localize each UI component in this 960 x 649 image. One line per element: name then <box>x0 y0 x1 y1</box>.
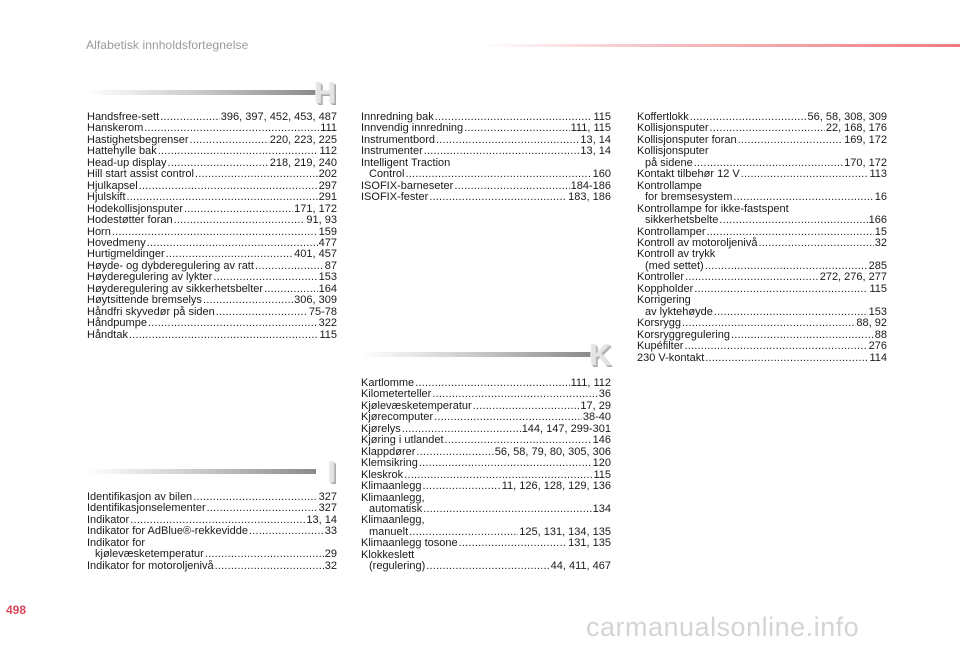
index-entry <box>637 249 887 272</box>
index-entry <box>87 561 337 572</box>
dot-leader <box>193 492 317 503</box>
index-entry-pages: 88, 92 <box>856 317 887 330</box>
index-entry-pages: 202 <box>318 168 337 181</box>
index-entry <box>87 192 337 203</box>
dot-leader <box>454 181 569 192</box>
index-entry <box>637 169 887 180</box>
dot-leader <box>416 447 493 458</box>
index-list-i-continued <box>361 112 611 204</box>
index-entry-term: Kontrollampe for ikke-fastspent <box>637 202 789 215</box>
index-entry-pages: 36 <box>598 388 611 401</box>
section-letter-h: H <box>314 77 336 110</box>
index-entry <box>87 169 337 180</box>
index-entry-term: Klimaanlegg <box>361 480 422 493</box>
index-entry-pages: 114 <box>869 351 887 364</box>
index-entry-pages: 131, 135 <box>568 537 611 550</box>
watermark-text: carmanualsonline.info <box>586 612 860 642</box>
index-entry-pages: 291 <box>318 191 337 204</box>
index-entry-pages: 115 <box>593 111 611 123</box>
index-entry-term: Korsryggregulering <box>637 328 730 341</box>
index-entry-subterm: manuelt <box>369 525 409 538</box>
index-entry-term: Intelligent Traction <box>361 156 451 169</box>
index-entry-pages: 134 <box>592 502 611 515</box>
index-entry-pages: 306, 309 <box>294 294 337 307</box>
dot-leader <box>203 295 293 306</box>
index-entry-term: Kjølevæsketemperatur <box>361 399 472 412</box>
index-list-k-continued <box>637 112 887 364</box>
index-entry-term: Klemsikring <box>361 457 418 470</box>
index-entry-term: Horn <box>87 225 111 238</box>
index-entry-term: Kartlomme <box>361 377 415 389</box>
index-entry <box>87 318 337 329</box>
index-entry-term: Kontrollampe <box>637 179 702 192</box>
index-entry-subterm: på sidene <box>645 156 693 169</box>
index-entry-pages: 115 <box>319 328 337 341</box>
section-header-k <box>361 339 611 377</box>
index-entry-pages: 56, 58, 308, 309 <box>807 111 887 123</box>
dot-leader <box>423 481 501 492</box>
index-entry-pages: 88 <box>874 328 887 341</box>
index-entry-pages: 169, 172 <box>844 133 887 146</box>
index-entry-term: Klimaanlegg, <box>361 491 425 504</box>
index-entry-term: Høyde- og dybderegulering av ratt <box>87 259 254 272</box>
index-entry-term: Høyderegulering av sikkerhetsbelter <box>87 282 264 295</box>
index-entry-term: Klimaanlegg, <box>361 514 425 527</box>
index-entry-term: Kjøring i utlandet <box>361 434 444 447</box>
index-entry <box>361 192 611 203</box>
index-entry-pages: 13, 14 <box>306 513 337 526</box>
dot-leader <box>429 192 567 203</box>
dot-leader <box>174 215 306 226</box>
index-entry <box>637 341 887 352</box>
dot-leader <box>129 330 318 341</box>
dot-leader <box>405 169 591 180</box>
index-entry-term: Kontakt tilbehør 12 V <box>637 168 740 181</box>
index-entry-term: Kontroll av motoroljenivå <box>637 236 758 249</box>
index-entry-pages: 477 <box>318 236 337 249</box>
index-entry-pages: 29 <box>324 548 337 561</box>
index-entry <box>361 435 611 446</box>
index-entry-pages: 170, 172 <box>844 156 887 169</box>
index-entry-term: Håndfri skyvedør på siden <box>87 305 215 318</box>
index-entry-pages: 153 <box>318 271 337 284</box>
index-entry-term: Korsrygg <box>637 317 682 330</box>
index-entry-term: Instrumentbord <box>361 133 435 146</box>
index-entry-subterm: kjølevæsketemperatur <box>95 548 204 561</box>
index-entry-term: Indikator <box>87 513 130 526</box>
index-entry-term: Hodekollisjonsputer <box>87 202 183 215</box>
index-entry-term: Kontroller <box>637 271 685 284</box>
index-entry-term: Handsfree-sett <box>87 111 160 123</box>
dot-leader <box>436 135 579 146</box>
index-entry <box>361 458 611 469</box>
section-letter-i: I <box>327 456 336 489</box>
dot-leader <box>147 238 318 249</box>
index-entry-term: Innredning bak <box>361 111 434 123</box>
index-entry-pages: 183, 186 <box>568 191 611 204</box>
index-entry-term: Klimaanlegg tosone <box>361 537 458 550</box>
index-entry-term: ISOFIX-barneseter <box>361 179 454 192</box>
index-entry-term: Indikator for <box>87 536 146 549</box>
index-entry-term: Kjørecomputer <box>361 411 434 424</box>
index-entry <box>637 146 887 169</box>
index-entry-pages: 272, 276, 277 <box>819 271 887 284</box>
index-entry-pages: 33 <box>324 525 337 538</box>
index-entry-pages: 115 <box>593 468 611 481</box>
dot-leader <box>195 169 318 180</box>
index-entry-term: Indikator for AdBlue®-rekkevidde <box>87 525 248 538</box>
index-entry <box>87 538 337 561</box>
index-entry <box>361 515 611 538</box>
index-entry-pages: 112 <box>319 145 337 158</box>
index-entry-term: Kollisjonsputer foran <box>637 133 737 146</box>
index-entry-subterm: (regulering) <box>369 560 426 573</box>
dot-leader <box>127 192 318 203</box>
index-entry-pages: 297 <box>318 179 337 192</box>
index-entry-pages: 111, 115 <box>570 122 611 135</box>
index-entry-pages: 144, 147, 299-301 <box>521 422 611 435</box>
index-entry-term: Identifikasjonselementer <box>87 502 206 515</box>
index-entry-pages: 218, 219, 240 <box>269 156 337 169</box>
index-entry-pages: 13, 14 <box>580 133 611 146</box>
index-entry-pages: 401, 457 <box>294 248 337 261</box>
index-entry-pages: 111 <box>320 122 337 135</box>
index-entry-pages: 44, 411, 467 <box>550 560 611 573</box>
index-entry-pages: 13, 14 <box>580 145 611 158</box>
index-entry-term: Head-up display <box>87 156 167 169</box>
index-entry-pages: 15 <box>874 225 887 238</box>
index-entry-pages: 17, 29 <box>580 399 611 412</box>
page-header-title: Alfabetisk innholdsfortegnelse <box>86 38 249 52</box>
index-entry <box>637 353 887 364</box>
dot-leader <box>705 353 868 364</box>
index-entry-pages: 327 <box>318 502 337 515</box>
index-entry-term: Høytsittende bremselys <box>87 294 202 307</box>
section-letter-k: K <box>589 339 611 372</box>
index-entry-pages: 75-78 <box>308 305 337 318</box>
dot-leader <box>215 561 324 572</box>
index-entry <box>361 481 611 492</box>
dot-leader <box>148 318 318 329</box>
index-entry-subterm: automatisk <box>369 502 423 515</box>
index-entry-subterm: for bremsesystem <box>645 191 733 204</box>
dot-leader <box>160 112 220 123</box>
index-entry-pages: 32 <box>874 236 887 249</box>
index-entry-term: Høyderegulering av lykter <box>87 271 213 284</box>
index-entry-pages: 115 <box>869 282 887 295</box>
index-entry-term: Klappdører <box>361 445 416 458</box>
dot-leader <box>249 526 324 537</box>
index-entry-term: 230 V-kontakt <box>637 351 705 364</box>
section-divider <box>86 90 316 95</box>
index-entry-term: Korrigering <box>637 294 691 307</box>
index-entry-term: Håndpumpe <box>87 317 147 330</box>
index-entry-pages: 327 <box>318 491 337 503</box>
index-entry-pages: 11, 126, 128, 129, 136 <box>501 480 611 493</box>
index-entry-pages: 171, 172 <box>294 202 337 215</box>
index-entry-term: Koppholder <box>637 282 694 295</box>
index-entry-term: Hjulkapsel <box>87 179 138 192</box>
index-entry <box>637 318 887 329</box>
index-entry-pages: 113 <box>869 168 887 181</box>
index-entry <box>637 295 887 318</box>
dot-leader <box>464 123 569 134</box>
index-list-k <box>361 378 611 573</box>
index-entry-pages: 160 <box>592 168 611 181</box>
dot-leader <box>741 169 869 180</box>
index-entry-pages: 166 <box>868 214 887 227</box>
index-entry-pages: 120 <box>592 457 611 470</box>
index-entry-subterm: (med settet) <box>645 259 704 272</box>
dot-leader <box>733 192 873 203</box>
index-entry-term: Hattehylle bak <box>87 145 157 158</box>
dot-leader <box>758 238 873 249</box>
dot-leader <box>426 561 549 572</box>
index-entry-pages: 285 <box>868 259 887 272</box>
index-entry-pages: 87 <box>324 259 337 272</box>
page-number: 498 <box>6 603 27 617</box>
index-entry-term: Kollisjonsputer <box>637 122 709 135</box>
dot-leader <box>190 135 269 146</box>
index-entry-subterm: sikkerhetsbelte <box>645 214 719 227</box>
index-entry-pages: 276 <box>868 340 887 353</box>
index-entry-term: Hodestøtter foran <box>87 214 173 227</box>
index-entry-term: Hovedmeny <box>87 236 146 249</box>
index-entry-term: Kollisjonsputer <box>637 145 709 158</box>
dot-leader <box>184 204 293 215</box>
index-entry-term: Hurtigmeldinger <box>87 248 165 261</box>
index-entry <box>87 330 337 341</box>
index-entry-term: Kontroll av trykk <box>637 248 716 261</box>
index-entry-pages: 153 <box>868 305 887 318</box>
dot-leader <box>731 330 874 341</box>
index-entry-pages: 32 <box>324 559 337 572</box>
index-entry-term: Hastighetsbegrenser <box>87 133 189 146</box>
index-entry-pages: 184-186 <box>570 179 611 192</box>
dot-leader <box>216 307 308 318</box>
section-header-i <box>86 456 336 494</box>
index-entry <box>87 215 337 226</box>
index-entry-pages: 125, 131, 134, 135 <box>519 525 611 538</box>
header-accent-bar <box>480 44 960 47</box>
index-entry-term: Kleskrok <box>361 468 404 481</box>
index-entry-term: Koffertlokk <box>637 111 689 123</box>
index-entry-pages: 111, 112 <box>570 377 611 389</box>
index-entry-term: Instrumenter <box>361 145 423 158</box>
index-entry-pages: 56, 58, 79, 80, 305, 306 <box>494 445 611 458</box>
dot-leader <box>685 272 819 283</box>
dot-leader <box>719 215 867 226</box>
section-divider <box>361 352 591 357</box>
index-entry-pages: 91, 93 <box>306 214 337 227</box>
dot-leader <box>714 307 868 318</box>
dot-leader <box>419 458 592 469</box>
dot-leader <box>255 261 324 272</box>
dot-leader <box>415 378 569 389</box>
index-entry <box>637 204 887 227</box>
index-entry <box>361 550 611 573</box>
dot-leader <box>473 401 580 412</box>
dot-leader <box>694 284 868 295</box>
dot-leader <box>684 341 867 352</box>
dot-leader <box>682 318 855 329</box>
index-entry <box>361 493 611 516</box>
index-entry <box>361 158 611 181</box>
dot-leader <box>205 549 324 560</box>
index-entry-subterm: av lyktehøyde <box>645 305 713 318</box>
index-list-h <box>87 112 337 341</box>
index-entry-pages: 146 <box>592 434 611 447</box>
dot-leader <box>459 538 568 549</box>
index-entry-pages: 22, 168, 176 <box>825 122 887 135</box>
index-entry <box>637 181 887 204</box>
index-entry-term: Indikator for motoroljenivå <box>87 559 214 572</box>
dot-leader <box>423 504 591 515</box>
section-divider <box>86 469 316 474</box>
dot-leader <box>738 135 844 146</box>
index-entry-term: Hjulskift <box>87 191 126 204</box>
index-entry-pages: 38-40 <box>582 411 611 424</box>
dot-leader <box>139 181 318 192</box>
index-entry-term: Kilometerteller <box>361 388 432 401</box>
index-entry-term: Kjørelys <box>361 422 401 435</box>
index-entry-term: Hanskerom <box>87 122 144 135</box>
index-entry-term: Kupéfilter <box>637 340 684 353</box>
index-entry-term: Kontrollamper <box>637 225 706 238</box>
index-entry-term: Identifikasjon av bilen <box>87 491 193 503</box>
index-entry-term: ISOFIX-fester <box>361 191 429 204</box>
index-entry-term: Innvendig innredning <box>361 122 464 135</box>
index-entry-term: Håndtak <box>87 328 128 341</box>
index-entry-pages: 322 <box>318 317 337 330</box>
index-entry-pages: 164 <box>318 282 337 295</box>
index-entry-term: Hill start assist control <box>87 168 194 181</box>
index-entry-pages: 396, 397, 452, 453, 487 <box>220 111 337 123</box>
index-entry <box>87 295 337 306</box>
index-entry-subterm: Control <box>369 168 405 181</box>
dot-leader <box>207 503 318 514</box>
index-entry-pages: 16 <box>874 191 887 204</box>
index-entry-term: Klokkeslett <box>361 548 415 561</box>
index-list-i <box>87 492 337 572</box>
index-entry-pages: 159 <box>318 225 337 238</box>
dot-leader <box>445 435 592 446</box>
index-entry-pages: 220, 223, 225 <box>269 133 337 146</box>
